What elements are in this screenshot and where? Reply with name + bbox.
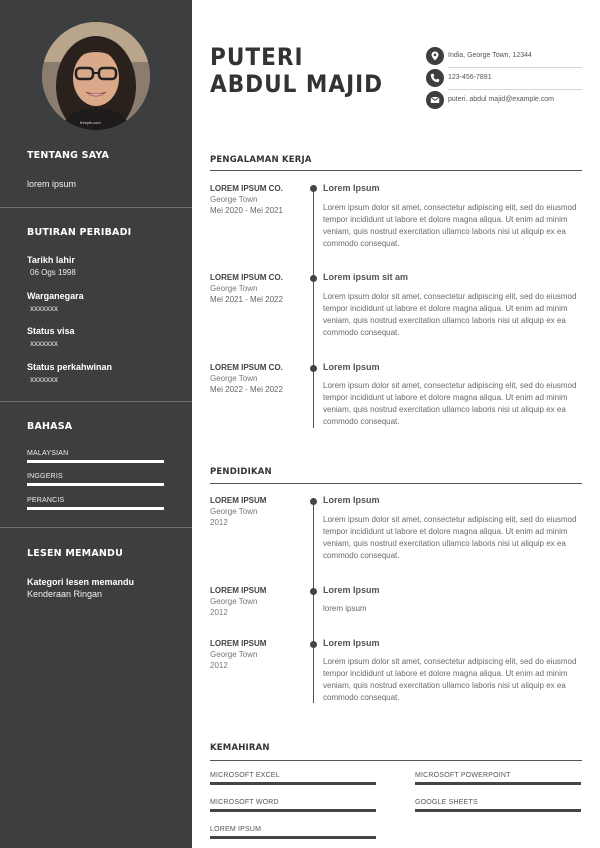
education-title: Lorem Ipsum	[323, 638, 380, 648]
skill-label: GOOGLE SHEETS	[415, 799, 478, 806]
citizenship-label: Warganegara	[27, 291, 84, 301]
language-label: INGGERIS	[27, 473, 63, 480]
education-location: George Town	[210, 507, 258, 516]
mail-icon	[426, 91, 444, 109]
contact-phone	[426, 69, 582, 91]
skill-item	[210, 772, 376, 785]
skill-label: LOREM IPSUM	[210, 826, 262, 833]
skill-item	[415, 772, 581, 785]
education-timeline	[313, 502, 314, 703]
education-description: lorem ipsum	[323, 604, 367, 613]
education-year: 2012	[210, 661, 228, 670]
license-label: Kategori lesen memandu	[27, 577, 135, 587]
education-location: George Town	[210, 650, 258, 659]
license-heading: LESEN MEMANDU	[27, 548, 124, 559]
timeline-dot	[310, 641, 317, 648]
last-name: ABDUL MAJID	[210, 70, 384, 98]
dob-label: Tarikh lahir	[27, 255, 75, 265]
phone-text: 123-456-7891	[448, 74, 492, 81]
portrait-illustration	[42, 22, 150, 130]
education-school: LOREM IPSUM	[210, 496, 267, 505]
license-value: Kenderaan Ringan	[27, 589, 103, 599]
sidebar-divider	[0, 527, 192, 528]
about-heading: TENTANG SAYA	[27, 150, 110, 161]
education-heading: PENDIDIKAN	[210, 467, 272, 477]
visa-value: xxxxxxx	[30, 339, 58, 348]
contact-address	[426, 47, 582, 69]
contact-divider	[448, 89, 582, 90]
experience-dates: Mei 2020 - Mei 2021	[210, 206, 283, 215]
education-year: 2012	[210, 518, 228, 527]
address-text: India, George Town, 12344	[448, 52, 532, 59]
skill-level-bar	[210, 809, 376, 812]
personal-heading: BUTIRAN PERIBADI	[27, 227, 132, 238]
experience-title: Lorem ipsum sit am	[323, 272, 409, 282]
education-title: Lorem Ipsum	[323, 495, 380, 505]
phone-icon	[426, 69, 444, 87]
skill-level-bar	[210, 836, 376, 839]
location-pin-icon	[426, 47, 444, 65]
first-name: PUTERI	[210, 43, 304, 71]
section-rule	[210, 483, 582, 484]
contact-divider	[448, 67, 582, 68]
language-level-bar	[27, 483, 164, 486]
email-link[interactable]: puteri. abdul majid@example.com	[448, 96, 554, 103]
visa-label: Status visa	[27, 326, 75, 336]
experience-description: Lorem ipsum dolor sit amet, consectetur adipiscing elit, sed do eiusmod tempor incididunt ut labore et dolore magna aliqua. Ut enim ad minim veniam, quis nostrud exercitation ullamco laboris nisi ut aliquip ex ea commodo consequat.	[323, 292, 577, 337]
contact-email	[426, 91, 582, 113]
experience-location: George Town	[210, 284, 258, 293]
skill-item	[210, 826, 376, 839]
experience-title: Lorem Ipsum	[323, 183, 380, 193]
experience-description: Lorem ipsum dolor sit amet, consectetur adipiscing elit, sed do eiusmod tempor incididunt ut labore et dolore magna aliqua. Ut enim ad minim veniam, quis nostrud exercitation ullamco laboris nisi ut aliquip ex ea commodo consequat.	[323, 203, 577, 248]
languages-heading: BAHASA	[27, 421, 73, 432]
skills-heading: KEMAHIRAN	[210, 743, 270, 753]
experience-description: Lorem ipsum dolor sit amet, consectetur adipiscing elit, sed do eiusmod tempor incididunt ut labore et dolore magna aliqua. Ut enim ad minim veniam, quis nostrud exercitation ullamco laboris nisi ut aliquip ex ea commodo consequat.	[323, 381, 577, 426]
skill-level-bar	[415, 782, 581, 785]
section-rule	[210, 170, 582, 171]
timeline-dot	[310, 365, 317, 372]
experience-timeline	[313, 189, 314, 428]
experience-org: LOREM IPSUM CO.	[210, 184, 283, 193]
photo-watermark: freepik.com	[80, 120, 101, 125]
skill-label: MICROSOFT POWERPOINT	[415, 772, 511, 779]
full-name	[210, 44, 383, 98]
language-label: PERANCIS	[27, 497, 65, 504]
experience-org: LOREM IPSUM CO.	[210, 273, 283, 282]
sidebar-divider	[0, 401, 192, 402]
skill-level-bar	[415, 809, 581, 812]
education-location: George Town	[210, 597, 258, 606]
experience-dates: Mei 2021 - Mei 2022	[210, 295, 283, 304]
education-title: Lorem Ipsum	[323, 585, 380, 595]
education-description: Lorem ipsum dolor sit amet, consectetur adipiscing elit, sed do eiusmod tempor incididunt ut labore et dolore magna aliqua. Ut enim ad minim veniam, quis nostrud exercitation ullamco laboris nisi ut aliquip ex ea commodo consequat.	[323, 657, 577, 702]
marital-value: xxxxxxx	[30, 375, 58, 384]
skill-label: MICROSOFT WORD	[210, 799, 279, 806]
skill-level-bar	[210, 782, 376, 785]
sidebar	[0, 0, 192, 848]
skill-item	[210, 799, 376, 812]
language-level-bar	[27, 507, 164, 510]
language-item	[27, 473, 164, 486]
language-label: MALAYSIAN	[27, 450, 69, 457]
timeline-dot	[310, 498, 317, 505]
language-level-bar	[27, 460, 164, 463]
language-item	[27, 450, 164, 463]
experience-location: George Town	[210, 374, 258, 383]
timeline-dot	[310, 275, 317, 282]
experience-location: George Town	[210, 195, 258, 204]
about-text: lorem ipsum	[27, 179, 77, 189]
experience-dates: Mei 2022 - Mei 2022	[210, 385, 283, 394]
profile-photo	[42, 22, 150, 130]
sidebar-divider	[0, 207, 192, 208]
experience-title: Lorem Ipsum	[323, 362, 380, 372]
marital-label: Status perkahwinan	[27, 362, 113, 372]
skill-label: MICROSOFT EXCEL	[210, 772, 280, 779]
timeline-dot	[310, 185, 317, 192]
dob-value: 06 Ogs 1998	[30, 268, 76, 277]
education-school: LOREM IPSUM	[210, 586, 267, 595]
timeline-dot	[310, 588, 317, 595]
section-rule	[210, 760, 582, 761]
citizenship-value: xxxxxxx	[30, 304, 58, 313]
language-item	[27, 497, 164, 510]
skill-item	[415, 799, 581, 812]
education-description: Lorem ipsum dolor sit amet, consectetur adipiscing elit, sed do eiusmod tempor incididunt ut labore et dolore magna aliqua. Ut enim ad minim veniam, quis nostrud exercitation ullamco laboris nisi ut aliquip ex ea commodo consequat.	[323, 515, 577, 560]
experience-heading: PENGALAMAN KERJA	[210, 155, 312, 165]
education-school: LOREM IPSUM	[210, 639, 267, 648]
education-year: 2012	[210, 608, 228, 617]
experience-org: LOREM IPSUM CO.	[210, 363, 283, 372]
